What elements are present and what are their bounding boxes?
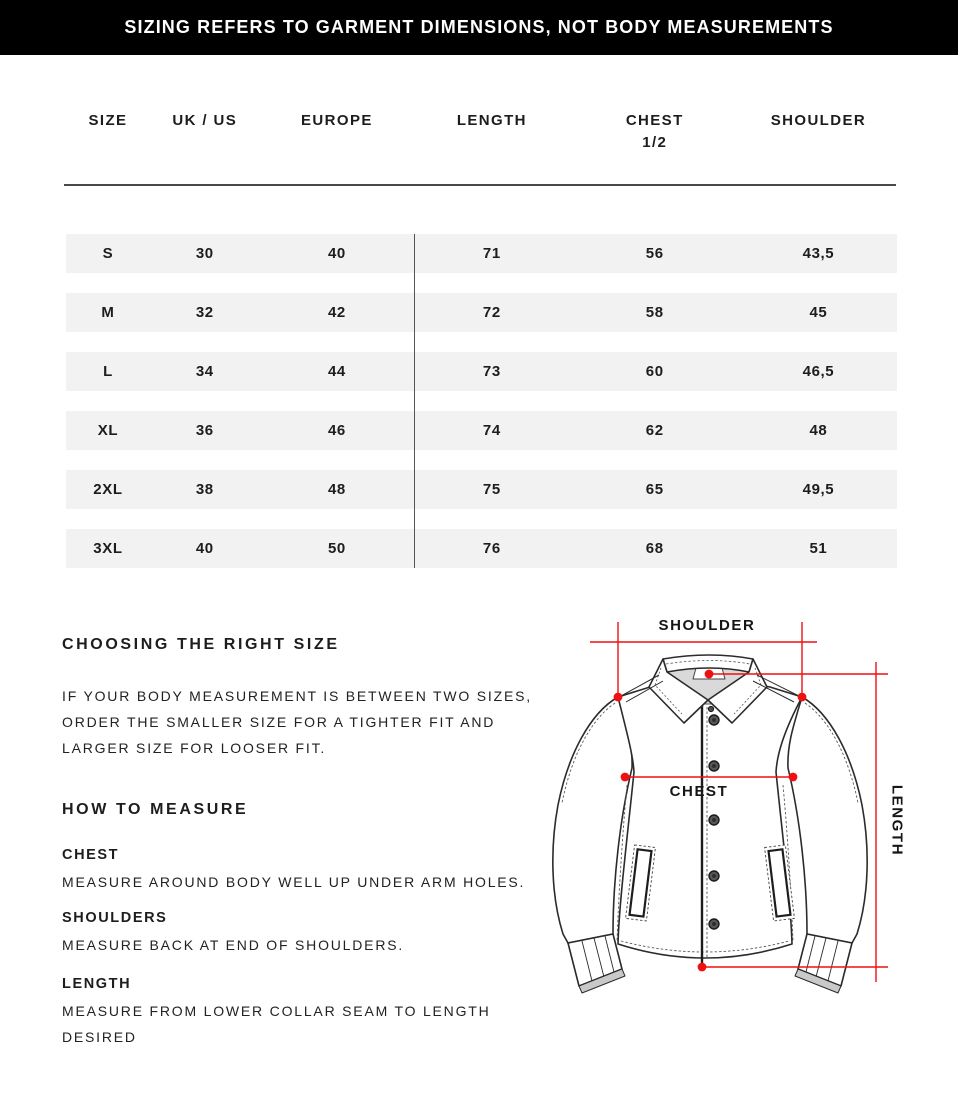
choosing-size-text-line: LARGER SIZE FOR LOOSER FIT.: [62, 740, 327, 756]
table-cell: 76: [482, 540, 501, 557]
table-cell: 40: [327, 245, 346, 262]
table-cell: 72: [482, 304, 501, 321]
table-cell: 32: [195, 304, 214, 321]
table-row-2xl: [66, 470, 897, 509]
table-cell: 60: [645, 363, 664, 380]
measure-length-text-line: MEASURE FROM LOWER COLLAR SEAM TO LENGTH: [62, 1003, 491, 1019]
choosing-size-text-line: IF YOUR BODY MEASUREMENT IS BETWEEN TWO SIZES,: [62, 688, 532, 704]
table-cell: 42: [327, 304, 346, 321]
table-cell: 36: [195, 422, 214, 439]
column-header-uk-us: UK / US: [172, 112, 238, 129]
table-cell: 2XL: [93, 481, 123, 498]
table-cell: 65: [645, 481, 664, 498]
table-cell: 45: [809, 304, 828, 321]
table-row-m: [66, 293, 897, 332]
column-header-chest-half: CHEST 1/2: [625, 112, 684, 151]
choosing-size-heading: CHOOSING THE RIGHT SIZE: [62, 636, 340, 653]
table-cell: 30: [195, 245, 214, 262]
table-cell: 49,5: [802, 481, 835, 498]
table-cell: 48: [809, 422, 828, 439]
measure-chest-title: CHEST: [62, 847, 120, 863]
table-cell: M: [101, 304, 115, 321]
banner: [0, 0, 958, 55]
shoulder-label: SHOULDER: [658, 617, 756, 634]
column-header-size: SIZE: [88, 112, 128, 129]
measure-shoulders-title: SHOULDERS: [62, 910, 168, 926]
table-cell: 46: [327, 422, 346, 439]
table-row-s: [66, 234, 897, 273]
chest-label: CHEST: [669, 783, 729, 800]
jacket-measurement-diagram: [540, 600, 958, 1094]
table-cell: S: [102, 245, 114, 262]
table-cell: 73: [482, 363, 501, 380]
table-cell: 48: [327, 481, 346, 498]
size-table: [66, 234, 897, 568]
column-header-length: LENGTH: [456, 112, 527, 129]
table-cell: 3XL: [93, 540, 123, 557]
header-rule: [64, 184, 896, 186]
table-cell: 46,5: [802, 363, 835, 380]
table-cell: 38: [195, 481, 214, 498]
table-cell: XL: [97, 422, 119, 439]
jacket-right-sleeve: [788, 697, 867, 943]
table-cell: 62: [645, 422, 664, 439]
table-cell: 44: [327, 363, 346, 380]
column-header-shoulder: SHOULDER: [770, 112, 867, 129]
column-header-europe: EUROPE: [301, 112, 373, 129]
banner-text: SIZING REFERS TO GARMENT DIMENSIONS, NOT BODY MEASUREMENTS: [124, 17, 834, 37]
jacket-outline: [553, 682, 867, 994]
table-cell: 71: [482, 245, 501, 262]
length-label: LENGTH: [888, 784, 906, 857]
measure-chest-text: MEASURE AROUND BODY WELL UP UNDER ARM HOLES.: [62, 874, 526, 890]
table-cell: 40: [195, 540, 214, 557]
choosing-size-text-line: ORDER THE SMALLER SIZE FOR A TIGHTER FIT AND: [62, 714, 496, 730]
table-cell: 34: [195, 363, 214, 380]
how-to-measure-heading: HOW TO MEASURE: [62, 801, 249, 818]
table-cell: 50: [327, 540, 346, 557]
table-row-3xl: [66, 529, 897, 568]
size-table-header: [66, 112, 897, 151]
measure-length-title: LENGTH: [62, 976, 132, 992]
table-cell: 56: [645, 245, 664, 262]
measure-length-text-line: DESIRED: [62, 1029, 137, 1045]
column-divider: [414, 234, 415, 568]
measure-shoulders-text: MEASURE BACK AT END OF SHOULDERS.: [62, 937, 405, 953]
table-row-xl: [66, 411, 897, 450]
table-cell: 75: [482, 481, 501, 498]
table-cell: L: [103, 363, 113, 380]
table-cell: 74: [482, 422, 501, 439]
table-cell: 43,5: [802, 245, 835, 262]
table-cell: 68: [645, 540, 664, 557]
table-cell: 51: [809, 540, 828, 557]
table-cell: 58: [645, 304, 664, 321]
table-row-l: [66, 352, 897, 391]
